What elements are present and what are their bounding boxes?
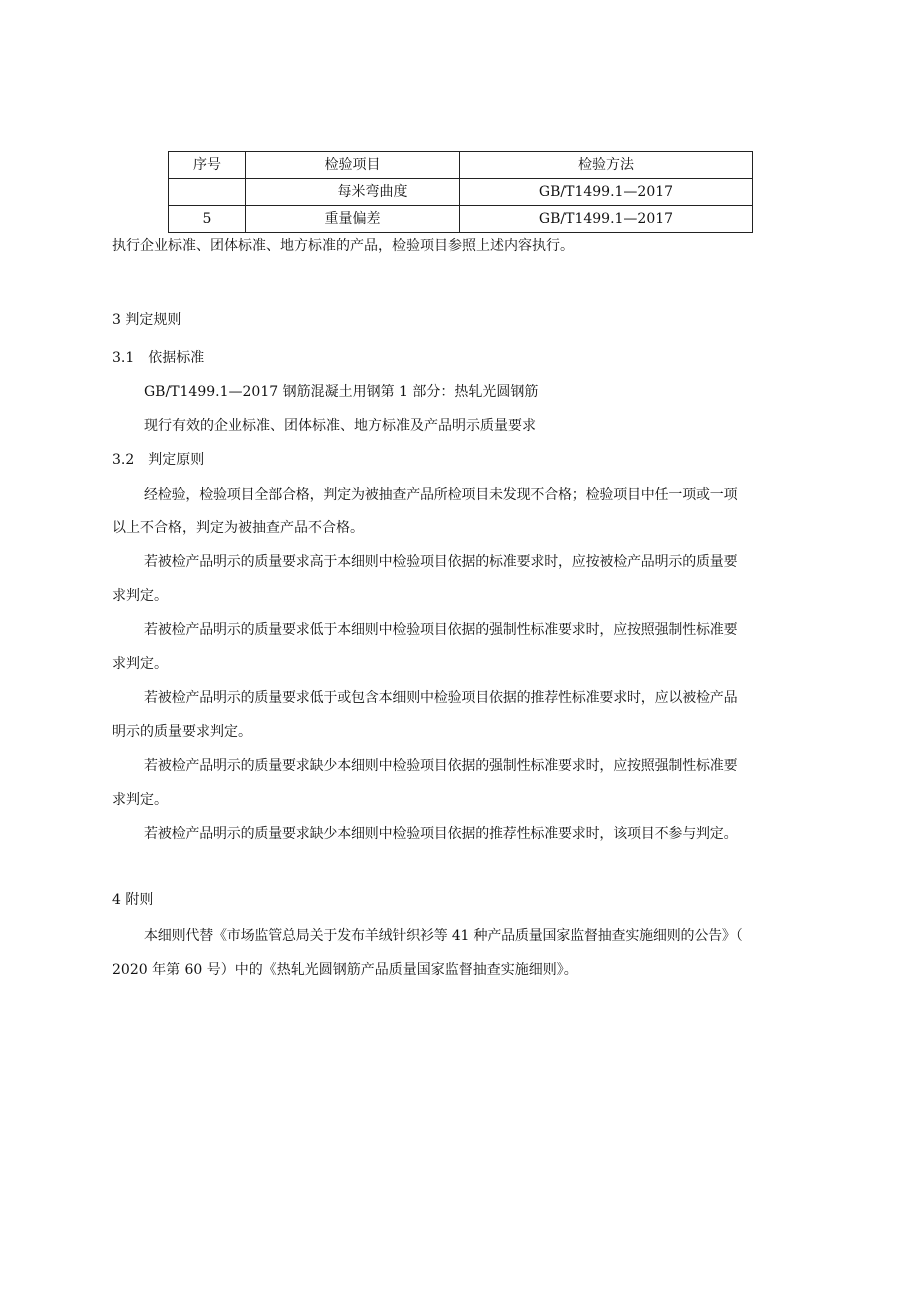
- appendix-line: 2020 年第 60 号）中的《热轧光圆钢筋产品质量国家监督抽查实施细则》。: [112, 962, 578, 978]
- table-row: [169, 179, 753, 206]
- appendix-line: 本细则代替《市场监管总局关于发布羊绒针织衫等 41 种产品质量国家监督抽查实施细则的公告》（: [144, 928, 743, 944]
- table-cell: 每米弯曲度: [246, 179, 460, 206]
- rule-paragraph-line: 若被检产品明示的质量要求缺少本细则中检验项目依据的推荐性标准要求时，该项目不参与判定。: [144, 826, 738, 842]
- rule-paragraph-line: 求判定。: [112, 588, 168, 604]
- table-cell: GB/T1499.1—2017: [460, 206, 753, 233]
- rule-paragraph-line: 求判定。: [112, 792, 168, 808]
- table-cell: [169, 179, 246, 206]
- inspection-table: [168, 151, 753, 233]
- table-header-cell: 序号: [169, 152, 246, 179]
- table-cell: 重量偏差: [246, 206, 460, 233]
- rule-paragraph-line: 若被检产品明示的质量要求低于本细则中检验项目依据的强制性标准要求时，应按照强制性标准要: [144, 622, 738, 638]
- table-cell: GB/T1499.1—2017: [460, 179, 753, 206]
- rule-paragraph-line: 以上不合格，判定为被抽查产品不合格。: [112, 520, 364, 536]
- section-3-1-title: 3.1 依据标准: [112, 350, 205, 366]
- table-header-cell: 检验方法: [460, 152, 753, 179]
- table-note: 执行企业标准、团体标准、地方标准的产品，检验项目参照上述内容执行。: [112, 238, 574, 254]
- table-header-row: [169, 152, 753, 179]
- rule-paragraph-line: 若被检产品明示的质量要求高于本细则中检验项目依据的标准要求时，应按被检产品明示的质量要: [144, 554, 738, 570]
- standard-item: 现行有效的企业标准、团体标准、地方标准及产品明示质量要求: [144, 418, 536, 434]
- rule-paragraph-line: 经检验，检验项目全部合格，判定为被抽查产品所检项目未发现不合格；检验项目中任一项或一项: [144, 487, 738, 503]
- section-4-title: 4 附则: [112, 892, 154, 908]
- rule-paragraph-line: 若被检产品明示的质量要求缺少本细则中检验项目依据的强制性标准要求时，应按照强制性标准要: [144, 758, 738, 774]
- rule-paragraph-line: 求判定。: [112, 656, 168, 672]
- table-cell: 5: [169, 206, 246, 233]
- table-row: [169, 206, 753, 233]
- rule-paragraph-line: 明示的质量要求判定。: [112, 724, 252, 740]
- section-3-2-title: 3.2 判定原则: [112, 452, 205, 468]
- section-3-title: 3 判定规则: [112, 312, 182, 328]
- table-header-cell: 检验项目: [246, 152, 460, 179]
- rule-paragraph-line: 若被检产品明示的质量要求低于或包含本细则中检验项目依据的推荐性标准要求时，应以被检产品: [144, 690, 738, 706]
- standard-item: GB/T1499.1—2017 钢筋混凝土用钢第 1 部分：热轧光圆钢筋: [144, 384, 539, 400]
